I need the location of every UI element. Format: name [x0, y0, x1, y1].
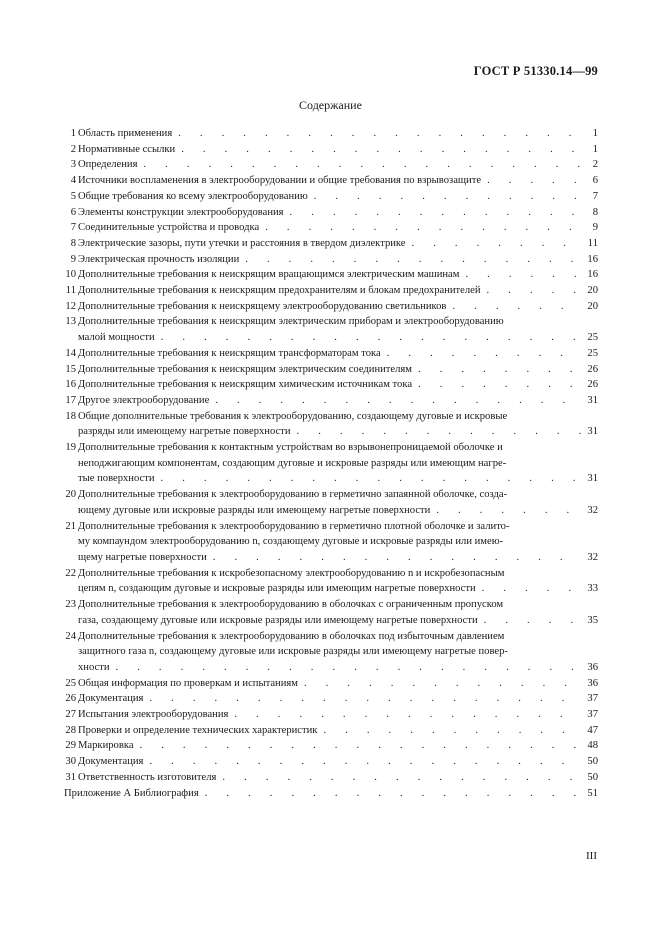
- dot-leader: [482, 581, 582, 597]
- toc-entry-title: Документация: [78, 693, 144, 705]
- toc-entry-page: 26: [587, 379, 598, 391]
- dot-leader: [245, 252, 582, 268]
- toc-entry-number: 24: [65, 630, 76, 642]
- toc-entry: [64, 126, 598, 142]
- toc-entry-number: 26: [65, 693, 76, 705]
- dot-leader: [412, 236, 582, 252]
- toc-entry: [64, 440, 598, 487]
- standard-code: ГОСТ Р 51330.14—99: [473, 64, 598, 78]
- toc-entry-title: Дополнительные требования к неискрящим трансформаторам тока: [78, 347, 381, 359]
- toc-entry-title: щему нагретые поверхности: [78, 551, 207, 563]
- toc-entry-number: 7: [70, 222, 76, 234]
- toc-entry-title: Дополнительные требования к контактным устройствам во взрывонепроницаемой оболочке и: [78, 442, 503, 454]
- toc-entry-page: 1: [592, 143, 598, 155]
- toc-entry: [64, 205, 598, 221]
- dot-leader: [234, 707, 582, 723]
- toc-entry-title: Дополнительные требования к неискрящему электрооборудованию светильников: [78, 300, 447, 312]
- toc-entry-title: Дополнительные требования к неискрящим химическим источникам тока: [78, 379, 413, 391]
- toc-entry-number: 1: [70, 128, 76, 139]
- toc-entry: [64, 283, 598, 299]
- toc-title: Содержание: [299, 98, 362, 112]
- toc-entry-title: Определения: [78, 159, 138, 171]
- dot-leader: [484, 613, 582, 629]
- toc-entry-title: тые поверхности: [78, 473, 155, 485]
- toc-entry-page: 9: [592, 222, 598, 234]
- toc-entry: [64, 362, 598, 378]
- toc-entry-page: 37: [587, 709, 598, 721]
- toc-entry-page: 50: [587, 756, 598, 768]
- toc-entry: [64, 173, 598, 189]
- toc-entry-title: газа, создающему дуговые или искровые разряды или имеющему нагретые поверхности: [78, 614, 478, 626]
- dot-leader: [487, 173, 582, 189]
- toc-entry-page: 31: [587, 394, 598, 406]
- toc-entry: [64, 754, 598, 770]
- appendix-title: Приложение А Библиография: [64, 787, 199, 799]
- toc-entry-number: 5: [70, 190, 76, 202]
- dot-leader: [314, 189, 582, 205]
- toc-entry-number: 28: [65, 724, 76, 736]
- toc-entry-page: 11: [587, 237, 598, 249]
- toc-entry-title: Нормативные ссылки: [78, 143, 176, 155]
- toc-entry-page: 31: [587, 473, 598, 485]
- toc-entry: [64, 519, 598, 566]
- toc-entry: [64, 676, 598, 692]
- toc-entry-number: 4: [70, 175, 76, 187]
- toc-entry-number: 9: [70, 253, 76, 265]
- toc-entry: [64, 220, 598, 236]
- toc-entry-title: Маркировка: [78, 740, 134, 752]
- toc-entry: [64, 770, 598, 786]
- toc-entry-title: Электрические зазоры, пути утечки и расстояния в твердом диэлектрике: [78, 237, 406, 249]
- toc-entry: [64, 629, 598, 676]
- toc-entry-page: 16: [587, 253, 598, 265]
- dot-leader: [387, 346, 582, 362]
- toc-entry: [64, 377, 598, 393]
- toc-entry: [64, 299, 598, 315]
- toc-entry-title: Дополнительные требования к электрооборудованию в оболочках под избыточным давлением: [78, 630, 505, 642]
- toc-entry: [64, 142, 598, 158]
- toc-entry-number: 16: [65, 379, 76, 391]
- toc-entry-page: 47: [587, 724, 598, 736]
- toc-entry-page: 37: [587, 693, 598, 705]
- toc-entry: [64, 566, 598, 597]
- toc-entry-title: Дополнительные требования к электрооборудованию в оболочках с ограниченным пропуском: [78, 599, 504, 611]
- toc-entry: [64, 314, 598, 345]
- toc-entry-page: 32: [587, 551, 598, 563]
- dot-leader: [149, 754, 582, 770]
- toc-entry-number: 30: [65, 756, 76, 768]
- toc-entry-number: 19: [65, 442, 76, 454]
- toc-entry-title: Проверки и определение технических характеристик: [78, 724, 318, 736]
- toc-entry: [64, 487, 598, 518]
- dot-leader: [213, 550, 582, 566]
- table-of-contents: [64, 126, 598, 801]
- toc-entry-title: Область применения: [78, 128, 173, 139]
- toc-entry-page: 50: [587, 771, 598, 783]
- toc-entry-page: 31: [587, 426, 598, 438]
- dot-leader: [265, 220, 582, 236]
- toc-entry-title: Испытания электрооборудования: [78, 709, 229, 721]
- toc-entry-page: 20: [587, 285, 598, 297]
- toc-entry: [64, 409, 598, 440]
- toc-entry-title: разряды или имеющему нагретые поверхности: [78, 426, 291, 438]
- toc-entry: [64, 707, 598, 723]
- toc-entry-page: 20: [587, 300, 598, 312]
- toc-entry-title: Дополнительные требования к электрооборудованию в герметично запаянной оболочке, созда-: [78, 489, 508, 501]
- toc-entry-page: 32: [587, 504, 598, 516]
- toc-entry-number: 25: [65, 677, 76, 689]
- toc-entry-number: 23: [65, 599, 76, 611]
- toc-entry-number: 22: [65, 567, 76, 579]
- toc-entry-number: 15: [65, 363, 76, 375]
- toc-entry-page: 6: [592, 175, 598, 187]
- toc-entry-number: 27: [65, 709, 76, 721]
- dot-leader: [143, 157, 582, 173]
- toc-entry-page: 25: [587, 347, 598, 359]
- toc-entry-page: 2: [592, 159, 598, 171]
- toc-entry-title: Общие дополнительные требования к электрооборудованию, создающему дуговые и искровые: [78, 410, 508, 422]
- toc-entry-number: 31: [65, 771, 76, 783]
- toc-entry-page: 16: [587, 269, 598, 281]
- toc-entry: [64, 346, 598, 362]
- toc-entry-title: Дополнительные требования к электрооборудованию в герметично плотной оболочке и залито-: [78, 520, 510, 532]
- toc-entry-title: ющему дуговые или искровые разряды или имеющему нагретые поверхности: [78, 504, 431, 516]
- toc-entry-title: Дополнительные требования к неискрящим электрическим приборам и электрооборудованию: [78, 316, 504, 328]
- toc-entry-number: 13: [65, 316, 76, 328]
- toc-entry-number: 20: [65, 489, 76, 501]
- toc-entry-page: 35: [587, 614, 598, 626]
- dot-leader: [178, 126, 582, 142]
- toc-entry: [64, 157, 598, 173]
- dot-leader: [205, 786, 582, 802]
- toc-entry-title: Общие требования ко всему электрооборудованию: [78, 190, 308, 202]
- dot-leader: [161, 330, 582, 346]
- toc-entry-number: 11: [65, 285, 76, 297]
- toc-entry-title: Дополнительные требования к неискрящим предохранителям и блокам предохранителей: [78, 285, 481, 297]
- toc-entry-page: 1: [592, 128, 598, 139]
- toc-entry-number: 2: [70, 143, 76, 155]
- toc-entry-title: му компаундом электрооборудованию n, создающему дуговые и искровые разряды или имею-: [78, 536, 504, 548]
- toc-entry-page: 48: [587, 740, 598, 752]
- toc-entry-title: хности: [78, 661, 110, 673]
- dot-leader: [161, 471, 582, 487]
- toc-entry-page: 33: [587, 583, 598, 595]
- toc-entry-number: 18: [65, 410, 76, 422]
- toc-entry-number: 6: [70, 206, 76, 218]
- toc-entry: [64, 597, 598, 628]
- toc-entry-title: Дополнительные требования к искробезопасному электрооборудованию n и искробезопасным: [78, 567, 505, 579]
- toc-entry: [64, 723, 598, 739]
- dot-leader: [290, 205, 582, 221]
- toc-entry-title: Соединительные устройства и проводка: [78, 222, 260, 234]
- toc-entry-title: Другое электрооборудование: [78, 394, 210, 406]
- dot-leader: [452, 299, 582, 315]
- toc-entry-appendix: [64, 786, 598, 802]
- toc-entry-number: 17: [65, 394, 76, 406]
- toc-entry-number: 3: [70, 159, 76, 171]
- toc-entry-number: 12: [65, 300, 76, 312]
- toc-entry-title: Дополнительные требования к неискрящим электрическим соединителям: [78, 363, 412, 375]
- toc-entry-title: Источники воспламенения в электрооборудовании и общие требования по взрывозащите: [78, 175, 482, 187]
- dot-leader: [222, 770, 582, 786]
- dot-leader: [465, 267, 582, 283]
- dot-leader: [436, 503, 582, 519]
- toc-entry-page: 36: [587, 661, 598, 673]
- dot-leader: [418, 362, 582, 378]
- toc-entry-title: Ответственность изготовителя: [78, 771, 217, 783]
- toc-entry-number: 14: [65, 347, 76, 359]
- dot-leader: [418, 377, 582, 393]
- toc-entry-title: Документация: [78, 756, 144, 768]
- dot-leader: [149, 691, 582, 707]
- toc-entry: [64, 252, 598, 268]
- dot-leader: [181, 142, 582, 158]
- toc-entry-page: 26: [587, 363, 598, 375]
- toc-entry-title: Электрическая прочность изоляции: [78, 253, 240, 265]
- toc-entry-page: 8: [592, 206, 598, 218]
- toc-entry-number: 21: [65, 520, 76, 532]
- toc-entry-number: 10: [65, 269, 76, 281]
- toc-entry: [64, 393, 598, 409]
- toc-entry: [64, 267, 598, 283]
- toc-entry: [64, 691, 598, 707]
- toc-entry-title: Дополнительные требования к неискрящим вращающимся электрическим машинам: [78, 269, 460, 281]
- toc-entry-title: цепям n, создающим дуговые и искровые разряды или имеющим нагретые поверхности: [78, 583, 476, 595]
- toc-entry-page: 25: [587, 332, 598, 344]
- dot-leader: [140, 738, 582, 754]
- dot-leader: [304, 676, 582, 692]
- toc-entry-number: 29: [65, 740, 76, 752]
- toc-entry-title: малой мощности: [78, 332, 155, 344]
- toc-entry: [64, 189, 598, 205]
- dot-leader: [215, 393, 582, 409]
- dot-leader: [297, 424, 582, 440]
- toc-entry-page: 36: [587, 677, 598, 689]
- toc-entry-title: неподжигающим компонентам, создающим дуговые и искровые разряды или имеющим нагре-: [78, 457, 507, 469]
- toc-entry-page: 7: [592, 190, 598, 202]
- dot-leader: [487, 283, 582, 299]
- toc-entry: [64, 236, 598, 252]
- toc-entry-title: Элементы конструкции электрооборудования: [78, 206, 284, 218]
- toc-entry-number: 8: [70, 237, 76, 249]
- dot-leader: [323, 723, 582, 739]
- toc-entry: [64, 738, 598, 754]
- dot-leader: [116, 660, 582, 676]
- toc-entry-title: защитного газа n, создающему дуговые или искровые разряды или имеющему нагретые повер-: [78, 646, 508, 658]
- page-number: III: [586, 850, 597, 862]
- toc-entry-title: Общая информация по проверкам и испытаниям: [78, 677, 298, 689]
- appendix-page: 51: [587, 787, 598, 799]
